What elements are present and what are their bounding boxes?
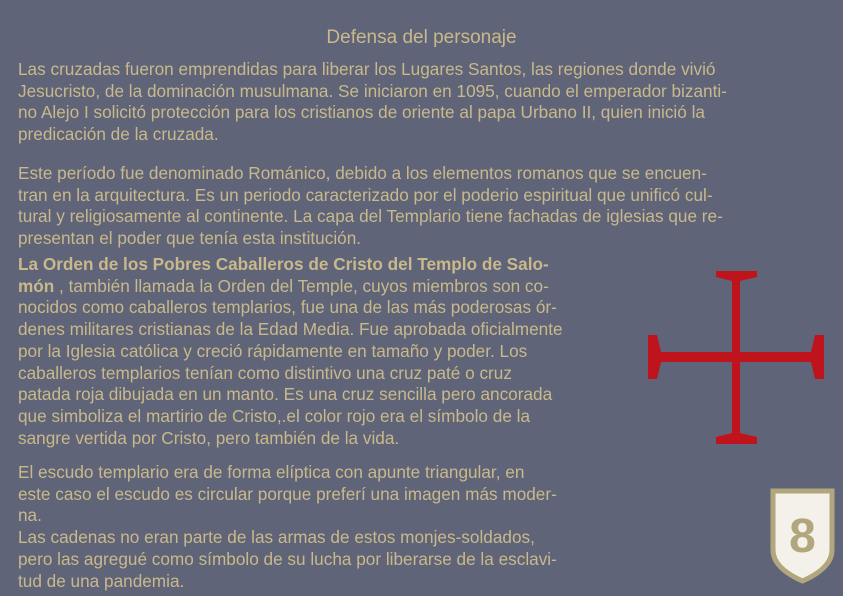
text-line: Las cadenas no eran parte de las armas de estos monjes-soldados, — [18, 527, 535, 548]
text-line: tud de una pandemia. — [18, 570, 185, 591]
paragraph-shield — [18, 462, 557, 592]
text-line: sangre vertida por Cristo, pero también de la vida. — [18, 427, 400, 448]
text-line: tran en la arquitectura. Es un periodo caracterizado por el poderio espiritual que unificó cul- — [18, 184, 713, 205]
text-line: predicación de la cruzada. — [18, 124, 219, 145]
paragraph-romanesque — [18, 163, 723, 250]
text-line: presentan el poder que tenía esta institución. — [18, 228, 362, 249]
text-line: que simboliza el martirio de Cristo,.el color rojo era el símbolo de la — [18, 405, 531, 426]
paragraph-templar-order — [18, 254, 563, 449]
text-line: Las cruzadas fueron emprendidas para liberar los Lugares Santos, las regiones donde vivió — [18, 59, 716, 79]
text-line: Este período fue denominado Románico, debido a los elementos romanos que se encuen- — [18, 163, 707, 183]
text-line: tural y religiosamente al continente. La capa del Templario tiene fachadas de iglesias que re- — [18, 206, 723, 227]
text-line: nocidos como caballeros templarios, fue una de las más poderosas ór- — [18, 297, 557, 318]
order-name-bold-end: món — [18, 275, 55, 296]
text-line: no Alejo I solicitó protección para los cristianos de oriente al papa Urbano II, quien inició la — [18, 102, 705, 123]
page-title: Defensa del personaje — [326, 27, 517, 48]
page-number-badge — [770, 488, 835, 589]
paragraph-crusades — [18, 59, 727, 146]
text-line: por la Iglesia católica y creció rápidamente en tamaño y poder. Los — [18, 340, 528, 361]
page-number: 8 — [789, 510, 816, 563]
text-line-rest: , también llamada la Orden del Temple, cuyos miembros son co- — [54, 275, 549, 296]
text-line: Jesucristo, de la dominación musulmana. Se iniciaron en 1095, cuando el emperador bizanti- — [18, 80, 727, 101]
text-line — [18, 276, 563, 298]
text-line: este caso el escudo es circular porque preferí una imagen más moder- — [18, 483, 557, 504]
text-line: na. — [18, 505, 42, 526]
text-line: El escudo templario era de forma elíptica con apunte triangular, en — [18, 462, 525, 482]
text-line: patada roja dibujada en un manto. Es una cruz sencilla pero ancorada — [18, 384, 553, 405]
shield-badge-icon — [770, 488, 835, 584]
text-line: pero las agregué como símbolo de su lucha por liberarse de la esclavi- — [18, 548, 557, 569]
text-line: caballeros templarios tenían como distintivo una cruz paté o cruz — [18, 362, 512, 383]
text-line: denes militares cristianas de la Edad Media. Fue aprobada oficialmente — [18, 319, 563, 340]
templar-cross-icon — [646, 267, 827, 447]
order-name-bold: La Orden de los Pobres Caballeros de Cristo del Templo de Salo- — [18, 254, 549, 274]
